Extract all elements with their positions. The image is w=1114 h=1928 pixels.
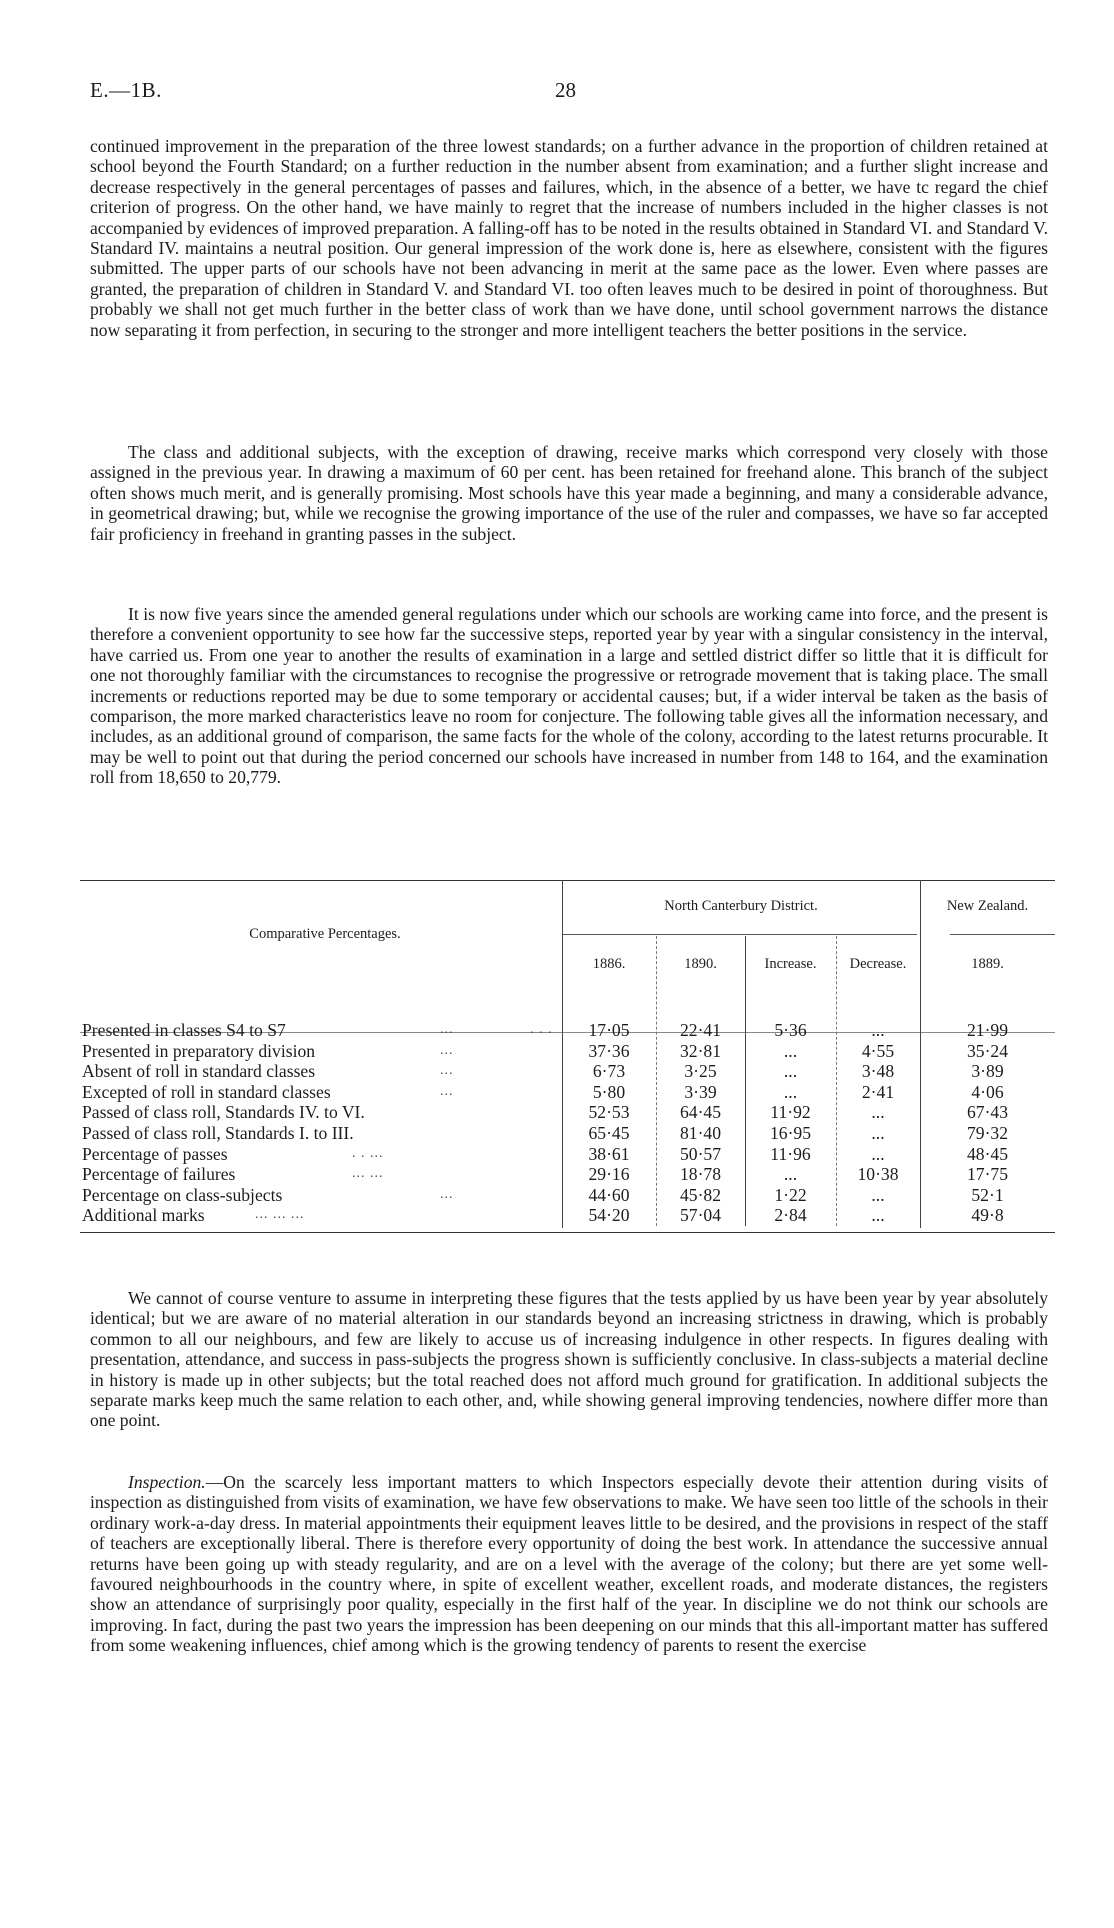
cell-1890: 3·39 (684, 1081, 717, 1102)
row-label: Absent of roll in standard classes (82, 1061, 316, 1082)
row-leader: ... ... (352, 1166, 384, 1181)
cell-decrease: 4·55 (861, 1040, 895, 1061)
cell-increase: 16·95 (769, 1122, 812, 1143)
row-label: Percentage of passes (82, 1143, 228, 1164)
paragraph-inspection (90, 1472, 1048, 1656)
table-header-label: Comparative Percentages. (249, 926, 401, 942)
cell-1886: 38·61 (588, 1143, 630, 1164)
cell-1886: 44·60 (588, 1184, 630, 1205)
cell-1890: 81·40 (679, 1122, 722, 1143)
row-label: Percentage on class-subjects (82, 1184, 283, 1205)
page-header (0, 78, 1114, 108)
inspection-heading: Inspection. (128, 1472, 206, 1492)
cell-1889: 52·1 (971, 1184, 1004, 1205)
row-label: Additional marks (82, 1205, 205, 1226)
row-leader: ... (440, 1043, 454, 1058)
cell-1889: 3·89 (971, 1061, 1004, 1082)
row-leader: ... (440, 1187, 454, 1202)
cell-1889: 48·45 (966, 1143, 1009, 1164)
cell-1889: 21·99 (966, 1020, 1009, 1040)
row-label: Presented in preparatory division (82, 1040, 316, 1061)
col-header-1886: 1886. (592, 956, 626, 972)
inspection-body: —On the scarcely less important matters to which Inspectors especially devote their attention during visits of inspection as distinguished from visits of examination, we have few observations to make. We have seen too little of the schools in their ordinary work-a-day dress. In material appointments their equipment leaves little to be desired, and the provisions in respect of the staff of teachers are exceptionally liberal. There is therefore every opportunity of doing the best work. In attendance the successive annual returns have been going up with steady regularity, and are on a level with the average of the colony; but there are yet some well-favoured neighbourhoods in the country where, in spite of excellent weather, excellent roads, and moderate distances, the registers show an attendance of surprisingly poor quality, especially in the first half of the year. In discipline we do not think our schools are improving. In fact, during the past two years the impression has been deepening on our minds that this all-important matter has suffered from some weakening influences, chief among which is the growing tendency of parents to resent the exercise (90, 1472, 1048, 1656)
cell-increase: ... (783, 1040, 798, 1061)
cell-increase: 11·92 (770, 1102, 811, 1123)
col-1890 (656, 1020, 745, 1226)
colony-group-header: New Zealand. (946, 898, 1029, 914)
paragraph-five-years: It is now five years since the amended general regulations under which our schools are working came into force, and the present is therefore a convenient opportunity to see how far the successive steps, reported year by year with a singular consistency in the interval, have carried us. From one year to another the results of examination in a large and settled district differ so little that it is difficult for one not thoroughly familiar with the circumstances to recognise the progressive or retrograde movement that is taking place. The small increments or reductions reported may be due to some temporary or accidental causes; but, if a wider interval be taken as the basis of comparison, the more marked characteristics leave no room for conjecture. The following table gives all the information necessary, and includes, as an additional ground of comparison, the same facts for the whole of the colony, according to the latest returns procurable. It may be well to point out that during the period concerned our schools have increased in number from 148 to 164, and the examination roll from 18,650 to 20,779. (90, 604, 1048, 788)
cell-decrease: ... (871, 1143, 885, 1164)
cell-1890: 50·57 (679, 1143, 722, 1164)
row-label: Passed of class roll, Standards IV. to VI. (82, 1102, 365, 1123)
row-labels (82, 1020, 562, 1226)
cell-decrease: ... (871, 1122, 885, 1143)
row-label: Excepted of roll in standard classes (82, 1081, 331, 1102)
cell-1886: 37·36 (588, 1040, 630, 1061)
cell-1890: 57·04 (679, 1205, 722, 1226)
row-leader: . . ... (352, 1146, 384, 1161)
cell-increase: 5·36 (774, 1020, 807, 1040)
row-leader: . . . (530, 1022, 553, 1037)
cell-1886: 6·73 (592, 1061, 626, 1082)
row-label: Passed of class roll, Standards I. to III. (82, 1122, 354, 1143)
col-header-decrease: Decrease. (849, 956, 907, 972)
row-label: Presented in classes S4 to S7 (82, 1020, 286, 1040)
cell-1890: 45·82 (679, 1184, 722, 1205)
row-leader: ... ... ... (255, 1207, 305, 1222)
paragraph-interpretation: We cannot of course venture to assume in interpreting these figures that the tests applied by us have been year by year absolutely identical; but we are aware of no material alteration in our standards beyond an increasing strictness in drawing, which is probably common to all our neighbours, and few are likely to accuse us of increasing indulgence in other respects. In figures dealing with presentation, attendance, and success in pass-subjects the progress shown is sufficiently conclusive. In class-subjects a material decline in history is made up in other subjects; but the total reached does not afford much ground for gratification. In additional subjects the separate marks keep much the same relation to each other, and, while showing general improving tendencies, nowhere differ more than one point. (90, 1288, 1048, 1431)
col-1886 (562, 1020, 656, 1226)
cell-decrease: ... (871, 1205, 885, 1226)
cell-1890: 22·41 (679, 1020, 722, 1040)
cell-1886: 17·05 (588, 1020, 630, 1040)
cell-1890: 32·81 (679, 1040, 722, 1061)
col-header-1890: 1890. (684, 956, 717, 972)
cell-1890: 64·45 (679, 1102, 722, 1123)
cell-decrease: 3·48 (861, 1061, 895, 1082)
col-header-1889: 1889. (971, 956, 1004, 972)
cell-decrease: ... (871, 1184, 885, 1205)
col-increase (745, 1020, 836, 1226)
col-header-increase: Increase. (764, 956, 817, 972)
district-group-header: North Canterbury District. (664, 898, 818, 914)
cell-1889: 67·43 (966, 1102, 1009, 1123)
cell-1886: 54·20 (588, 1205, 630, 1226)
cell-1886: 65·45 (588, 1122, 630, 1143)
cell-increase: 1·22 (774, 1184, 807, 1205)
cell-decrease: 2·41 (861, 1081, 895, 1102)
cell-1889: 17·75 (966, 1164, 1009, 1185)
paragraph-continued: continued improvement in the preparation of the three lowest standards; on a further advance in the proportion of children retained at school beyond the Fourth Standard; on a further reduction in the number absent from examination; and a further slight increase and decrease respectively in the general percentages of passes and failures, which, in the absence of a better, we have tc regard the chief criterion of progress. On the other hand, we have mainly to regret that the increase of numbers included in the higher classes is not accompanied by evidences of improved preparation. A falling-off has to be noted in the results obtained in Standard VI. and Standard V. Standard IV. maintains a neutral position. Our general impression of the work done is, here as elsewhere, consistent with the figures submitted. The upper parts of our schools have not been advancing in merit at the same pace as the lower. Even where passes are granted, the preparation of children in Standard V. and Standard VI. too often leaves much to be desired in point of thoroughness. But probably we shall not get much further in the better class of work than we have done, until school government narrows the distance now separating it from perfection, in securing to the stronger and more intelligent teachers the better positions in the service. (90, 136, 1048, 340)
district-subheader-rule (562, 934, 917, 935)
table-top-rule (80, 880, 1055, 881)
table-bottom-rule (80, 1232, 1055, 1233)
colony-subheader-rule (950, 934, 1055, 935)
cell-increase: 2·84 (774, 1205, 807, 1226)
cell-increase: 11·96 (770, 1143, 811, 1164)
report-reference: E.—1B. (90, 78, 162, 102)
page-number: 28 (555, 78, 576, 102)
cell-1889: 79·32 (966, 1122, 1009, 1143)
cell-1886: 29·16 (588, 1164, 630, 1185)
row-label: Percentage of failures (82, 1164, 236, 1185)
cell-1890: 18·78 (679, 1164, 722, 1185)
cell-1886: 5·80 (592, 1081, 626, 1102)
cell-1889: 4·06 (971, 1081, 1004, 1102)
paragraph-class-subjects: The class and additional subjects, with the exception of drawing, receive marks which correspond very closely with those assigned in the previous year. In drawing a maximum of 60 per cent. has been retained for freehand alone. This branch of the subject often shows much merit, and is generally promising. Most schools have this year made a beginning, and many a considerable advance, in geometrical drawing; but, while we recognise the growing importance of the use of the ruler and compasses, we have so far accepted fair proficiency in freehand in granting passes in the subject. (90, 442, 1048, 544)
cell-increase: ... (783, 1081, 798, 1102)
row-leader: ... (440, 1084, 454, 1099)
cell-increase: ... (783, 1061, 798, 1082)
cell-decrease: ... (871, 1102, 885, 1123)
cell-1886: 52·53 (588, 1102, 630, 1123)
cell-1889: 49·8 (971, 1205, 1004, 1226)
cell-decrease: ... (871, 1020, 885, 1040)
row-leader: ... (440, 1063, 454, 1078)
row-leader: ... (440, 1022, 454, 1037)
cell-decrease: 10·38 (857, 1164, 899, 1185)
cell-1890: 3·25 (684, 1061, 717, 1082)
cell-increase: ... (783, 1164, 798, 1185)
col-1889 (920, 1020, 1055, 1226)
col-decrease (836, 1020, 920, 1226)
cell-1889: 35·24 (966, 1040, 1009, 1061)
